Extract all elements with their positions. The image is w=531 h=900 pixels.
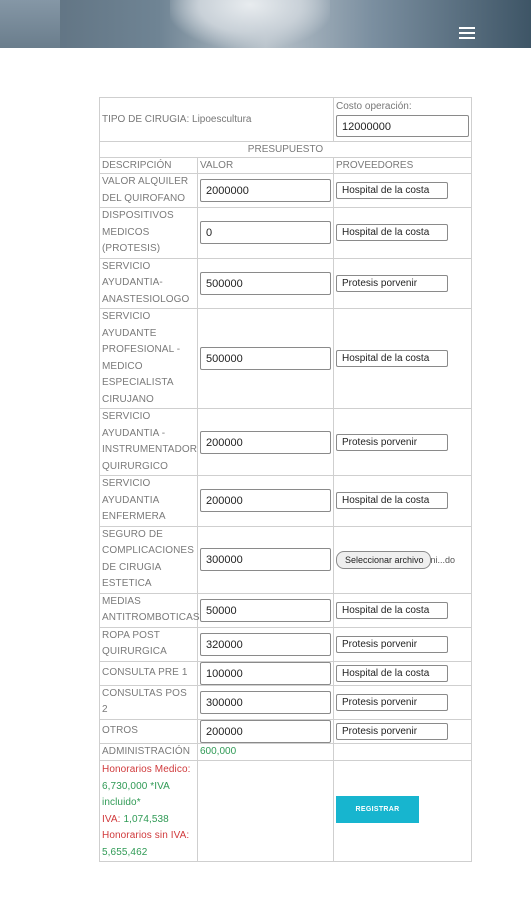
value-input[interactable]: 200000 <box>200 431 331 454</box>
presupuesto-heading: PRESUPUESTO <box>100 142 472 158</box>
value-input[interactable]: 2000000 <box>200 179 331 202</box>
table-row <box>100 661 472 685</box>
value-input[interactable]: 0 <box>200 221 331 244</box>
header-banner <box>0 0 531 48</box>
column-header-row <box>100 158 472 174</box>
administration-label: ADMINISTRACIÓN <box>100 743 198 761</box>
value-input[interactable]: 100000 <box>200 662 331 685</box>
table-row <box>100 685 472 719</box>
provider-select[interactable]: Protesis porvenir <box>336 723 448 740</box>
provider-select[interactable]: Hospital de la costa <box>336 492 448 509</box>
row-description: SERVICIO AYUDANTIA-ANASTESIOLOGO <box>100 258 198 309</box>
value-input[interactable]: 500000 <box>200 347 331 370</box>
row-description: SEGURO DE COMPLICACIONES DE CIRUGIA ESTETICA <box>100 526 198 593</box>
provider-select[interactable]: Protesis porvenir <box>336 636 448 653</box>
provider-select[interactable]: Hospital de la costa <box>336 224 448 241</box>
value-input[interactable]: 200000 <box>200 720 331 743</box>
presupuesto-row <box>100 142 472 158</box>
value-input[interactable]: 500000 <box>200 272 331 295</box>
col-proveedores: PROVEEDORES <box>334 158 472 174</box>
iva-value: 1,074,538 <box>123 813 169 825</box>
row-description: SERVICIO AYUDANTIA ENFERMERA <box>100 476 198 527</box>
table-row <box>100 526 472 593</box>
value-input[interactable]: 300000 <box>200 691 331 714</box>
table-row <box>100 593 472 627</box>
surgery-type-value: Lipoescultura <box>192 114 252 125</box>
fees-without-iva-label: Honorarios sin IVA: <box>102 830 190 841</box>
provider-select[interactable]: Hospital de la costa <box>336 182 448 199</box>
cost-label: Costo operación: <box>336 101 412 112</box>
file-upload-status: ni...do <box>430 554 456 565</box>
value-input[interactable]: 200000 <box>200 489 331 512</box>
fees-value: 6,730,000 *IVA incluido* <box>102 780 170 808</box>
hamburger-menu-icon[interactable] <box>459 27 475 39</box>
register-button[interactable]: REGISTRAR <box>336 796 419 823</box>
table-row <box>100 309 472 409</box>
col-valor: VALOR <box>198 158 334 174</box>
provider-select[interactable]: Hospital de la costa <box>336 350 448 367</box>
value-input[interactable]: 50000 <box>200 599 331 622</box>
provider-select[interactable]: Protesis porvenir <box>336 434 448 451</box>
table-row <box>100 476 472 527</box>
provider-select[interactable]: Hospital de la costa <box>336 602 448 619</box>
file-upload-button[interactable]: Seleccionar archivo <box>336 551 431 569</box>
row-description: SERVICIO AYUDANTE PROFESIONAL - MEDICO ESPECIALISTA CIRUJANO <box>100 309 198 409</box>
row-description: VALOR ALQUILER DEL QUIROFANO <box>100 174 198 208</box>
provider-select[interactable]: Hospital de la costa <box>336 665 448 682</box>
provider-select[interactable]: Protesis porvenir <box>336 694 448 711</box>
value-input[interactable]: 300000 <box>200 548 331 571</box>
row-description: CONSULTA PRE 1 <box>100 661 198 685</box>
cost-input[interactable]: 12000000 <box>336 115 469 137</box>
provider-select[interactable]: Protesis porvenir <box>336 275 448 292</box>
row-description: OTROS <box>100 719 198 743</box>
summary-row <box>100 761 472 862</box>
banner-image <box>170 0 330 48</box>
row-description: SERVICIO AYUDANTIA - INSTRUMENTADOR QUIRURGICO <box>100 409 198 476</box>
value-input[interactable]: 320000 <box>200 633 331 656</box>
banner-image-left <box>0 0 60 48</box>
row-description: MEDIAS ANTITROMBOTICAS <box>100 593 198 627</box>
fee-summary <box>100 761 198 862</box>
iva-label: IVA: <box>102 813 121 825</box>
table-row <box>100 208 472 259</box>
budget-table <box>99 97 472 862</box>
administration-row <box>100 743 472 761</box>
fees-without-iva-value: 5,655,462 <box>102 846 148 858</box>
table-row <box>100 174 472 208</box>
table-row <box>100 719 472 743</box>
row-description: ROPA POST QUIRURGICA <box>100 627 198 661</box>
administration-value: 600,000 <box>198 743 334 761</box>
col-descripcion: DESCRIPCIÓN <box>100 158 198 174</box>
surgery-type-row <box>100 98 472 142</box>
table-row <box>100 258 472 309</box>
row-description: DISPOSITIVOS MEDICOS (PROTESIS) <box>100 208 198 259</box>
table-row <box>100 409 472 476</box>
table-row <box>100 627 472 661</box>
surgery-type-label: TIPO DE CIRUGIA: <box>102 114 190 125</box>
row-description: CONSULTAS POS 2 <box>100 685 198 719</box>
fees-label: Honorarios Medico: <box>102 764 191 775</box>
